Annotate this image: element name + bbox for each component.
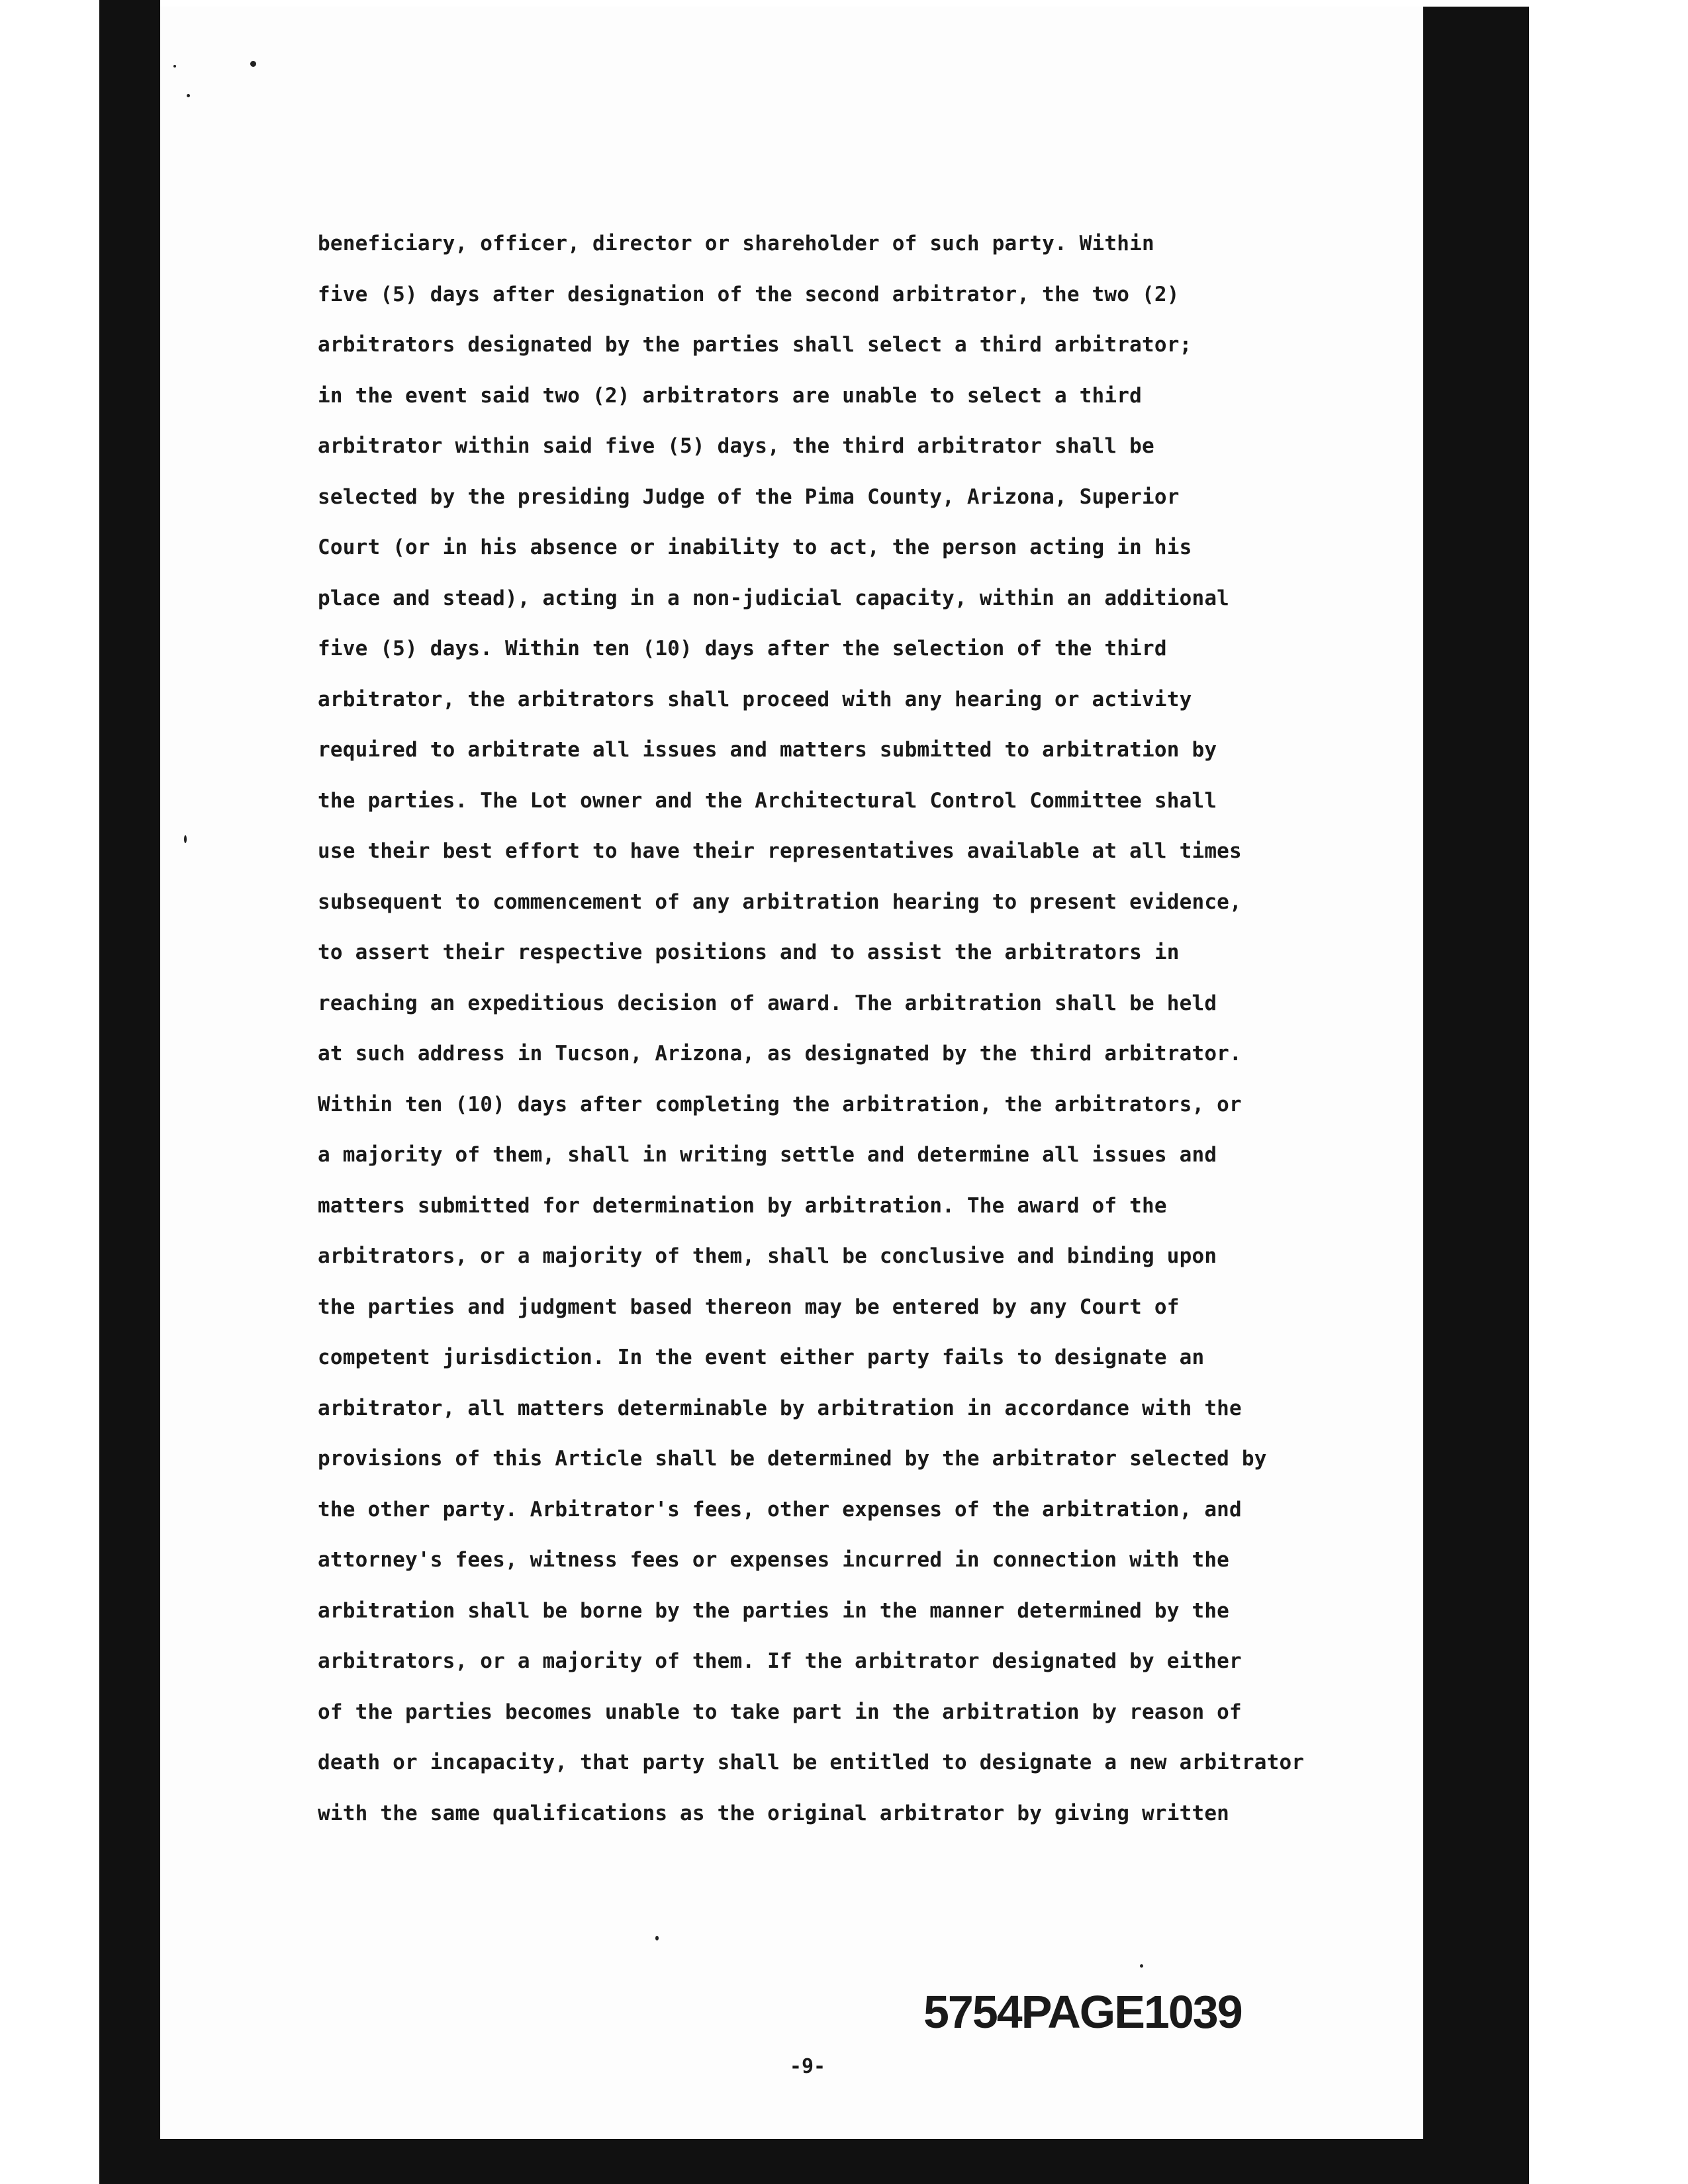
text-line: the other party. Arbitrator's fees, other expenses of the arbitration, and (318, 1497, 1242, 1522)
text-line: selected by the presiding Judge of the Pima County, Arizona, Superior (318, 484, 1180, 509)
text-line: arbitrator, all matters determinable by arbitration in accordance with the (318, 1396, 1242, 1420)
text-line: place and stead), acting in a non-judicial capacity, within an additional (318, 586, 1230, 610)
text-line: competent jurisdiction. In the event either party fails to designate an (318, 1345, 1205, 1369)
text-line: the parties. The Lot owner and the Architectural Control Committee shall (318, 788, 1217, 813)
text-line: the parties and judgment based thereon may be entered by any Court of (318, 1295, 1180, 1319)
text-line: subsequent to commencement of any arbitration hearing to present evidence, (318, 889, 1242, 914)
text-line: arbitrator, the arbitrators shall proceed with any hearing or activity (318, 687, 1192, 711)
text-line: provisions of this Article shall be determined by the arbitrator selected by (318, 1447, 1267, 1471)
text-line: beneficiary, officer, director or shareholder of such party. Within (318, 232, 1154, 255)
text-line: arbitrator within said five (5) days, the third arbitrator shall be (318, 434, 1154, 458)
body-text (318, 218, 1350, 1839)
text-line: of the parties becomes unable to take part in the arbitration by reason of (318, 1700, 1242, 1724)
text-line: Within ten (10) days after completing the arbitration, the arbitrators, or (318, 1092, 1242, 1116)
scan-border-left (99, 0, 160, 2184)
text-line: arbitrators, or a majority of them. If the arbitrator designated by either (318, 1649, 1242, 1673)
text-line: use their best effort to have their representatives available at all times (318, 839, 1242, 863)
text-line: required to arbitrate all issues and matters submitted to arbitration by (318, 738, 1217, 762)
text-line: with the same qualifications as the original arbitrator by giving written (318, 1801, 1230, 1825)
text-line: to assert their respective positions and to assist the arbitrators in (318, 940, 1180, 964)
text-line: arbitrators designated by the parties shall select a third arbitrator; (318, 333, 1192, 357)
text-line: five (5) days after designation of the second arbitrator, the two (2) (318, 282, 1180, 306)
scan-speck (655, 1936, 659, 1940)
text-line: at such address in Tucson, Arizona, as designated by the third arbitrator. (318, 1042, 1242, 1066)
text-line: Court (or in his absence or inability to act, the person acting in his (318, 535, 1192, 559)
text-line: attorney's fees, witness fees or expenses incurred in connection with the (318, 1548, 1230, 1572)
scan-speck (184, 835, 187, 843)
scan-speck (250, 61, 256, 67)
text-line: in the event said two (2) arbitrators are unable to select a third (318, 383, 1142, 408)
text-line: a majority of them, shall in writing settle and determine all issues and (318, 1143, 1217, 1167)
text-line: five (5) days. Within ten (10) days after the selection of the third (318, 637, 1167, 660)
text-line: matters submitted for determination by arbitration. The award of the (318, 1193, 1167, 1218)
text-line: reaching an expeditious decision of award. The arbitration shall be held (318, 991, 1217, 1015)
text-line: arbitrators, or a majority of them, shall be conclusive and binding upon (318, 1244, 1217, 1268)
scan-border-right (1423, 7, 1529, 2184)
scan-speck (187, 94, 190, 97)
scan-border-bottom (99, 2139, 1529, 2184)
scan-speck (173, 65, 176, 68)
text-line: death or incapacity, that party shall be entitled to designate a new arbitrator (318, 1751, 1305, 1774)
recording-stamp: 5754PAGE1039 (923, 1986, 1242, 2038)
text-line: arbitration shall be borne by the parties in the manner determined by the (318, 1598, 1230, 1623)
page-number: -9- (789, 2055, 826, 2078)
scan-speck (1140, 1964, 1143, 1968)
